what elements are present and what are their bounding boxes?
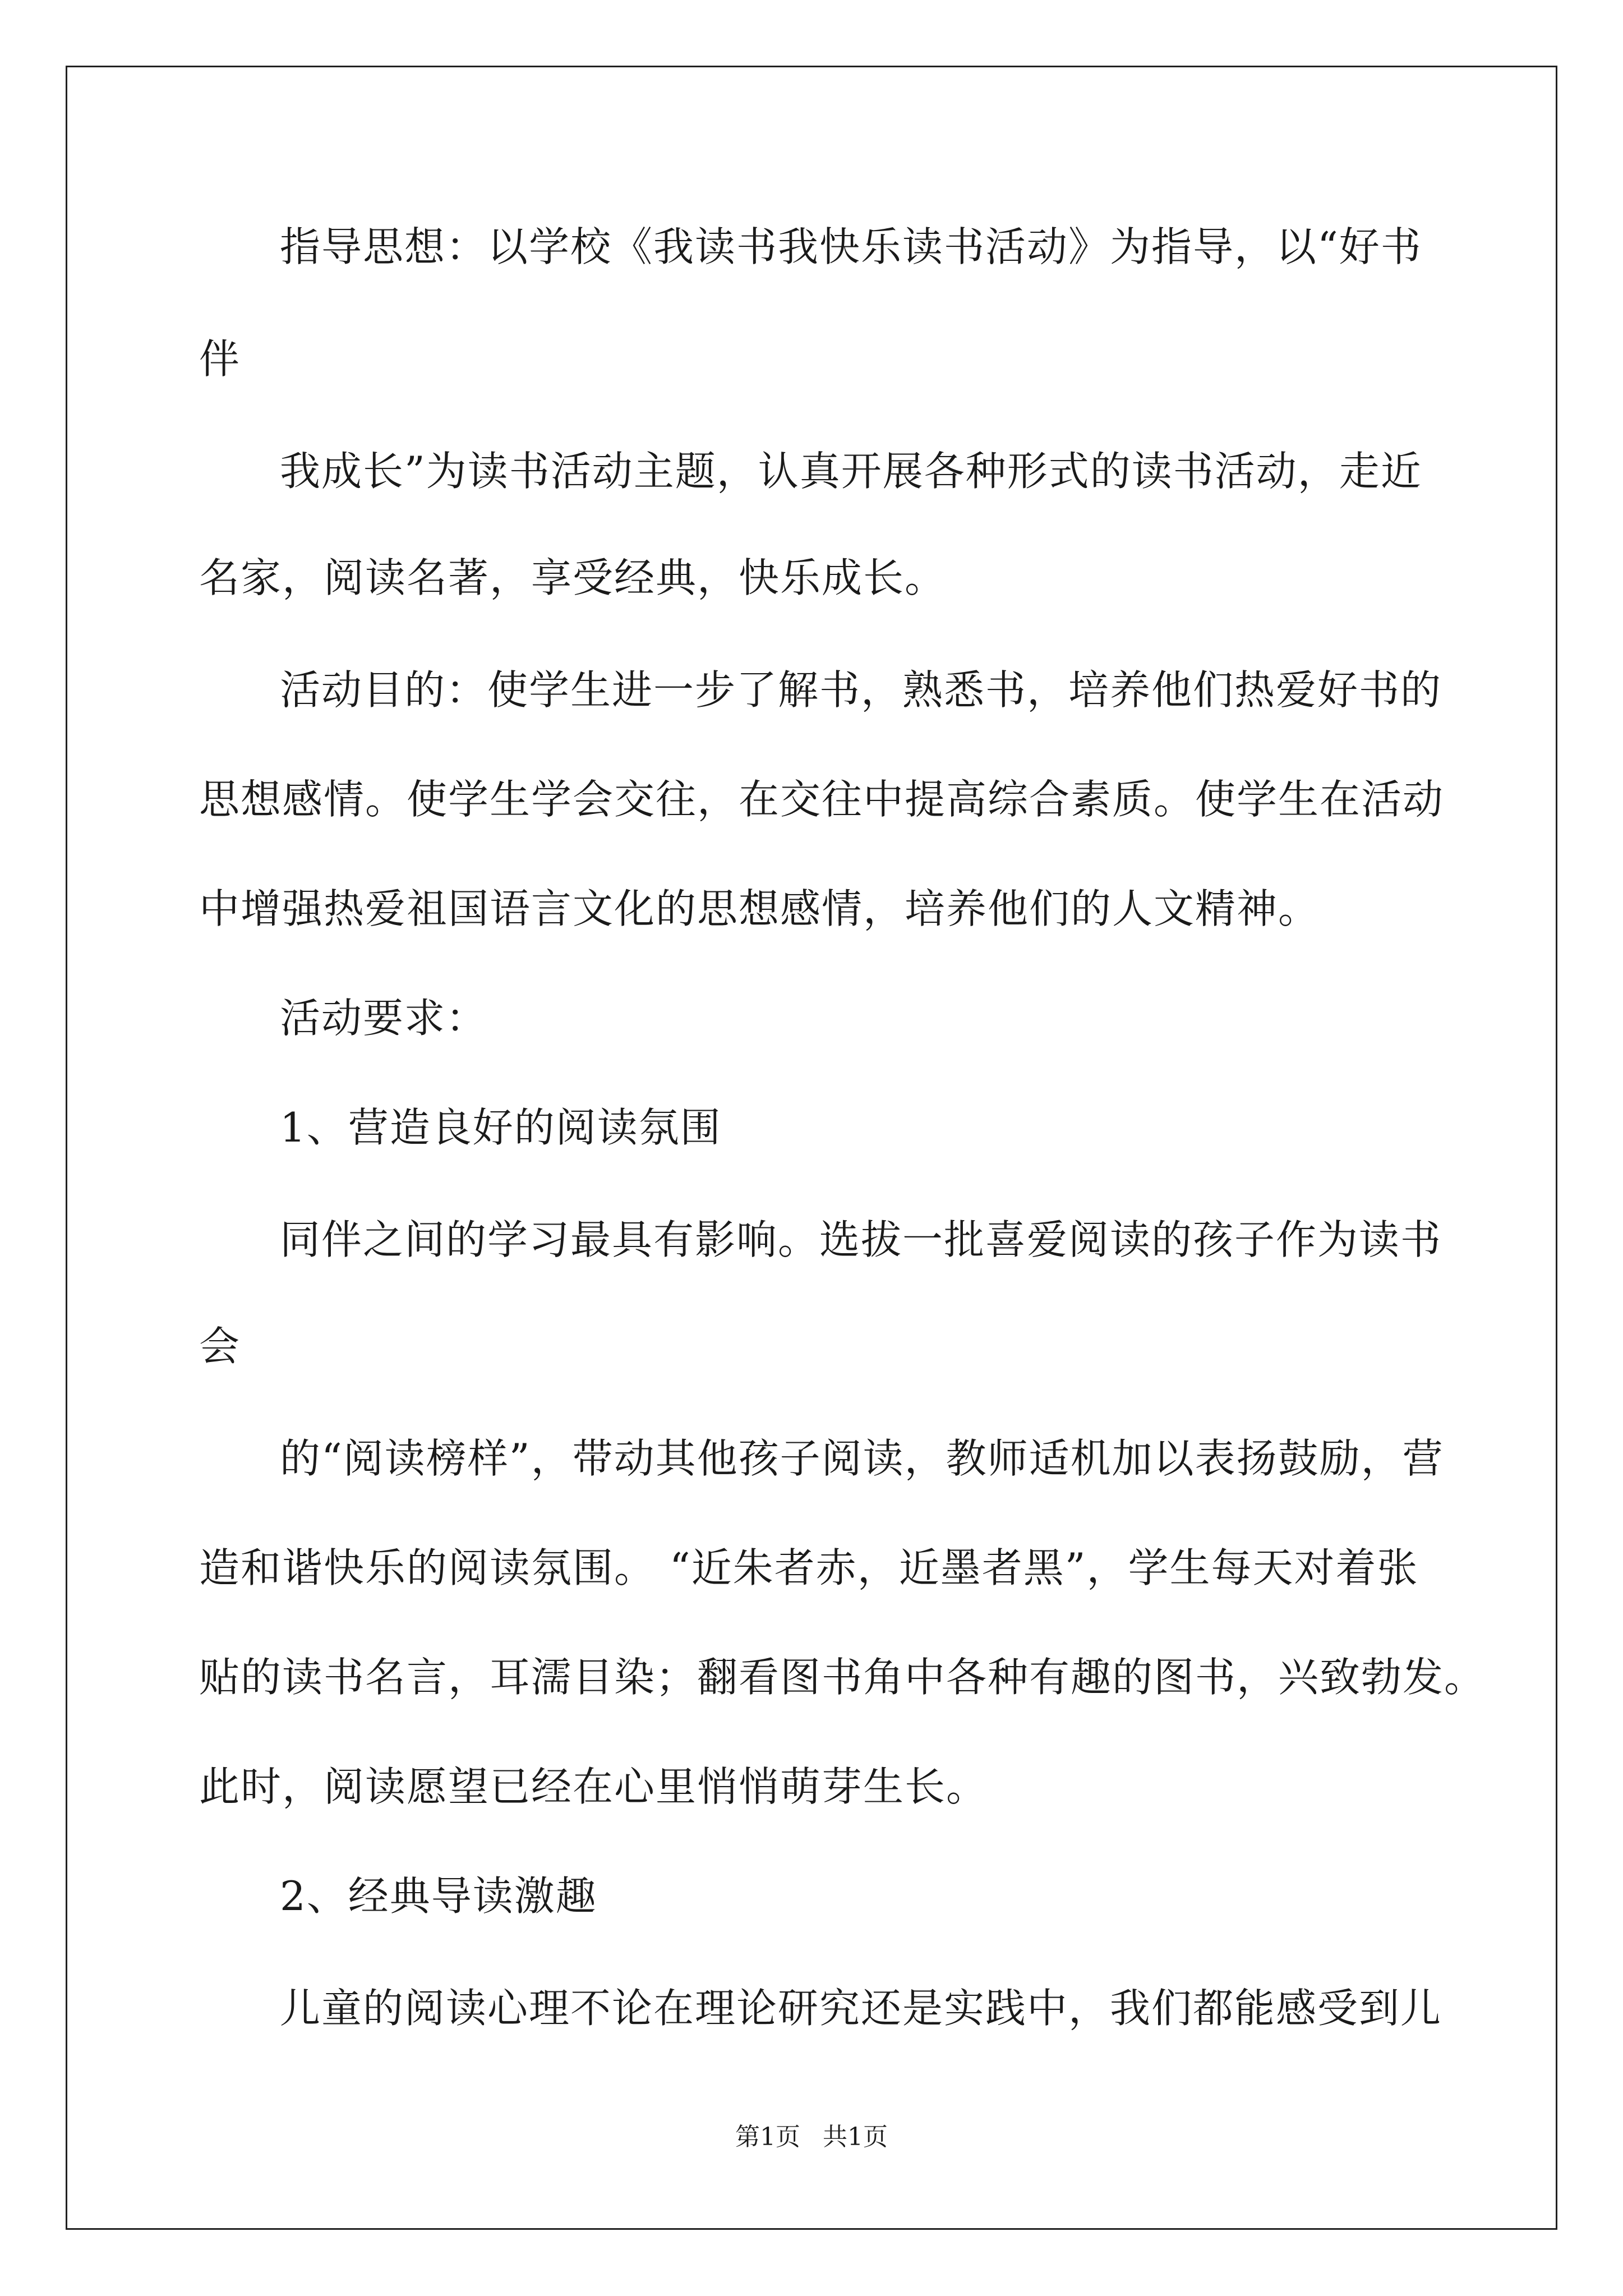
paragraph-line: 伴 <box>199 335 241 383</box>
paragraph-line: 指导思想：以学校《我读书我快乐读书活动》为指导，以“好书 <box>280 223 1422 270</box>
paragraph-line: 我成长”为读书活动主题，认真开展各种形式的读书活动，走近 <box>280 448 1422 495</box>
page-total: 共1页 <box>823 2123 888 2151</box>
page-footer <box>0 2120 1623 2154</box>
paragraph-line: 会 <box>199 1323 241 1370</box>
paragraph-line: 的“阅读榜样”，带动其他孩子阅读，教师适机加以表扬鼓励，营 <box>280 1435 1444 1482</box>
paragraph-line: 同伴之间的学习最具有影响。选拔一批喜爱阅读的孩子作为读书 <box>280 1216 1442 1263</box>
paragraph-line: 名家，阅读名著，享受经典，快乐成长。 <box>199 554 947 601</box>
section-heading: 2、经典导读激趣 <box>280 1872 597 1920</box>
section-heading: 1、营造良好的阅读氛围 <box>280 1104 722 1151</box>
section-heading: 活动要求： <box>280 995 488 1042</box>
paragraph-line: 儿童的阅读心理不论在理论研究还是实践中，我们都能感受到儿 <box>280 1985 1442 2032</box>
paragraph-line: 贴的读书名言，耳濡目染；翻看图书角中各种有趣的图书，兴致勃发。 <box>199 1654 1486 1701</box>
paragraph-line: 造和谐快乐的阅读氛围。 “近朱者赤，近墨者黑”，学生每天对着张 <box>199 1544 1419 1591</box>
paragraph-line: 中增强热爱祖国语言文化的思想感情，培养他们的人文精神。 <box>199 885 1320 932</box>
paragraph-line: 此时，阅读愿望已经在心里悄悄萌芽生长。 <box>199 1763 988 1810</box>
page-number: 第1页 <box>735 2123 800 2151</box>
paragraph-line: 活动目的：使学生进一步了解书，熟悉书，培养他们热爱好书的 <box>280 666 1442 714</box>
paragraph-line: 思想感情。使学生学会交往，在交往中提高综合素质。使学生在活动 <box>199 776 1445 823</box>
